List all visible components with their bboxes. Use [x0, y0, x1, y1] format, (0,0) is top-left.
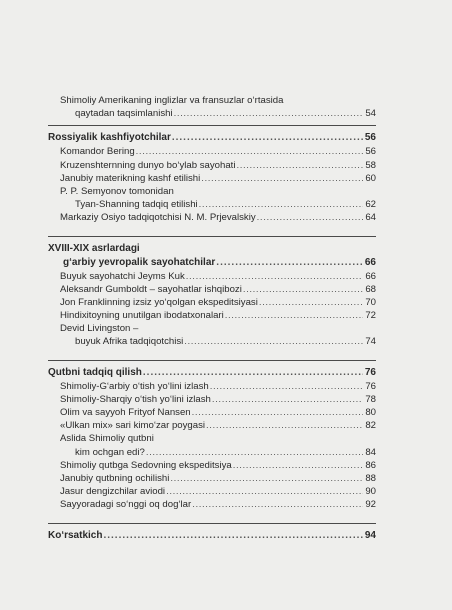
toc-entry[interactable] [48, 322, 376, 335]
toc-entry[interactable] [48, 94, 376, 107]
section-divider [48, 360, 376, 361]
toc-dot-leader [233, 459, 363, 472]
toc-dot-leader [136, 145, 363, 158]
toc-entry[interactable] [48, 145, 376, 158]
toc-entry[interactable] [48, 335, 376, 348]
toc-entry-title: Kruzenshternning dunyo bo‘ylab sayohati [60, 159, 236, 171]
toc-entry[interactable] [48, 472, 376, 485]
toc-dot-leader [199, 198, 363, 211]
toc-entry[interactable] [48, 309, 376, 322]
toc-page-number: 68 [365, 283, 376, 295]
toc-page-number: 84 [365, 446, 376, 458]
toc-page-number: 76 [364, 366, 376, 378]
toc-dot-leader [146, 446, 363, 459]
toc-entry[interactable] [48, 107, 376, 120]
toc-page-number: 78 [365, 393, 376, 405]
toc-dot-leader [143, 366, 363, 380]
toc-dot-leader [257, 211, 363, 224]
toc-page-number: 56 [364, 132, 376, 144]
toc-entry[interactable] [48, 419, 376, 432]
toc-entry[interactable] [48, 393, 376, 406]
toc-entry[interactable] [48, 185, 376, 198]
toc-dot-leader [236, 159, 363, 172]
toc-entry-title: Buyuk sayohatchi Jeyms Kuk [60, 270, 185, 282]
toc-page-number: 90 [365, 486, 376, 498]
toc-entry-title: qaytadan taqsimlanishi [75, 108, 173, 120]
toc-dot-leader [166, 485, 363, 498]
toc-entry-title: Rossiyalik kashfiyotchilar [48, 132, 171, 144]
section-gap [48, 349, 376, 355]
table-of-contents [48, 94, 376, 543]
toc-page-number: 64 [365, 212, 376, 224]
toc-entry-title: Jasur dengizchilar aviodi [60, 486, 166, 498]
toc-page-number: 62 [365, 199, 376, 211]
toc-entry-title: Shimoliy Amerikaning inglizlar va fransuzlar o‘rtasida [60, 95, 284, 106]
toc-entry[interactable] [48, 406, 376, 419]
toc-entry[interactable] [48, 432, 376, 445]
toc-dot-leader [216, 256, 363, 270]
toc-entry-title: Ko‘rsatkich [48, 529, 103, 541]
toc-entry-title: kim ochgan edi? [75, 446, 145, 458]
toc-entry[interactable] [48, 283, 376, 296]
toc-dot-leader [206, 419, 363, 432]
toc-dot-leader [170, 472, 363, 485]
toc-page-number: 94 [364, 529, 376, 541]
toc-entry[interactable] [48, 296, 376, 309]
toc-entry-title: XVIII-XIX asrlardagi [48, 242, 140, 254]
toc-page-number: 54 [365, 108, 376, 120]
toc-entry[interactable] [48, 498, 376, 511]
toc-entry-title: g‘arbiy yevropalik sayohatchilar [63, 256, 216, 268]
toc-entry-title: Janubiy qutbning ochilishi [60, 472, 170, 484]
toc-entry[interactable] [48, 270, 376, 283]
toc-section-heading[interactable] [48, 131, 376, 145]
toc-entry[interactable] [48, 159, 376, 172]
section-divider [48, 523, 376, 524]
toc-dot-leader [184, 335, 363, 348]
toc-dot-leader [174, 107, 363, 120]
toc-page-number: 82 [365, 420, 376, 432]
toc-entry-title: Devid Livingston – [60, 323, 139, 335]
toc-dot-leader [192, 498, 363, 511]
toc-entry[interactable] [48, 198, 376, 211]
toc-dot-leader [192, 406, 363, 419]
toc-dot-leader [210, 380, 363, 393]
toc-section-heading[interactable] [48, 242, 376, 256]
toc-page-number: 58 [365, 159, 376, 171]
toc-entry-title: Olim va sayyoh Frityof Nansen [60, 407, 191, 418]
toc-entry-title: Shimoliy qutbga Sedovning ekspeditsiya [60, 459, 232, 471]
toc-entry-title: Markaziy Osiyo tadqiqotchisi N. M. Prjevalskiy [60, 212, 256, 224]
toc-page-number: 86 [365, 459, 376, 471]
toc-entry-title: «Ulkan mix» sari kimo‘zar poygasi [60, 420, 206, 432]
toc-entry-title: buyuk Afrika tadqiqotchisi [75, 336, 184, 348]
toc-entry-title: Shimoliy-G‘arbiy o‘tish yo‘lini izlash [60, 380, 209, 392]
toc-entry-title: Janubiy materikning kashf etilishi [60, 172, 201, 184]
toc-section-heading[interactable] [48, 529, 376, 543]
toc-page-number: 66 [365, 270, 376, 282]
toc-dot-leader [212, 393, 363, 406]
toc-entry-title: Komandor Bering [60, 146, 135, 158]
toc-entry-title: Shimoliy-Sharqiy o‘tish yo‘lini izlash [60, 393, 211, 405]
toc-entry-title: Sayyoradagi so‘nggi oq dog‘lar [60, 499, 192, 511]
toc-page-number: 60 [365, 172, 376, 184]
toc-entry[interactable] [48, 172, 376, 185]
toc-dot-leader [259, 296, 363, 309]
section-gap [48, 225, 376, 231]
section-gap [48, 512, 376, 518]
toc-entry-title: P. P. Semyonov tomonidan [60, 185, 174, 197]
toc-entry-title: Aleksandr Gumboldt – sayohatlar ishqibozi [60, 283, 242, 295]
toc-entry-title: Aslida Shimoliy qutbni [60, 433, 154, 445]
section-divider [48, 236, 376, 237]
toc-page-number: 80 [365, 407, 376, 418]
toc-section-heading[interactable] [48, 366, 376, 380]
toc-entry-title: Qutbni tadqiq qilish [48, 366, 142, 378]
toc-entry[interactable] [48, 485, 376, 498]
toc-entry-title: Tyan-Shanning tadqiq etilishi [75, 199, 198, 211]
toc-page-number: 70 [365, 296, 376, 308]
toc-entry[interactable] [48, 459, 376, 472]
toc-page-number: 56 [365, 146, 376, 158]
section-divider [48, 125, 376, 126]
toc-dot-leader [186, 270, 363, 283]
toc-entry-title: Hindixitoyning unutilgan ibodatxonalari [60, 310, 224, 322]
toc-entry-title: Jon Franklinning izsiz yo‘qolgan ekspeditsiyasi [60, 296, 258, 308]
toc-page-number: 74 [365, 336, 376, 348]
toc-page-number: 72 [365, 310, 376, 322]
toc-entry[interactable] [48, 211, 376, 224]
toc-entry[interactable] [48, 446, 376, 459]
toc-page-number: 76 [365, 380, 376, 392]
toc-section-heading[interactable] [48, 256, 376, 270]
toc-dot-leader [103, 529, 363, 543]
toc-dot-leader [225, 309, 363, 322]
toc-page-number: 88 [365, 472, 376, 484]
toc-dot-leader [172, 131, 363, 145]
toc-dot-leader [243, 283, 363, 296]
toc-page-number: 66 [364, 256, 376, 268]
toc-page-number: 92 [365, 499, 376, 511]
toc-dot-leader [201, 172, 363, 185]
toc-entry[interactable] [48, 380, 376, 393]
